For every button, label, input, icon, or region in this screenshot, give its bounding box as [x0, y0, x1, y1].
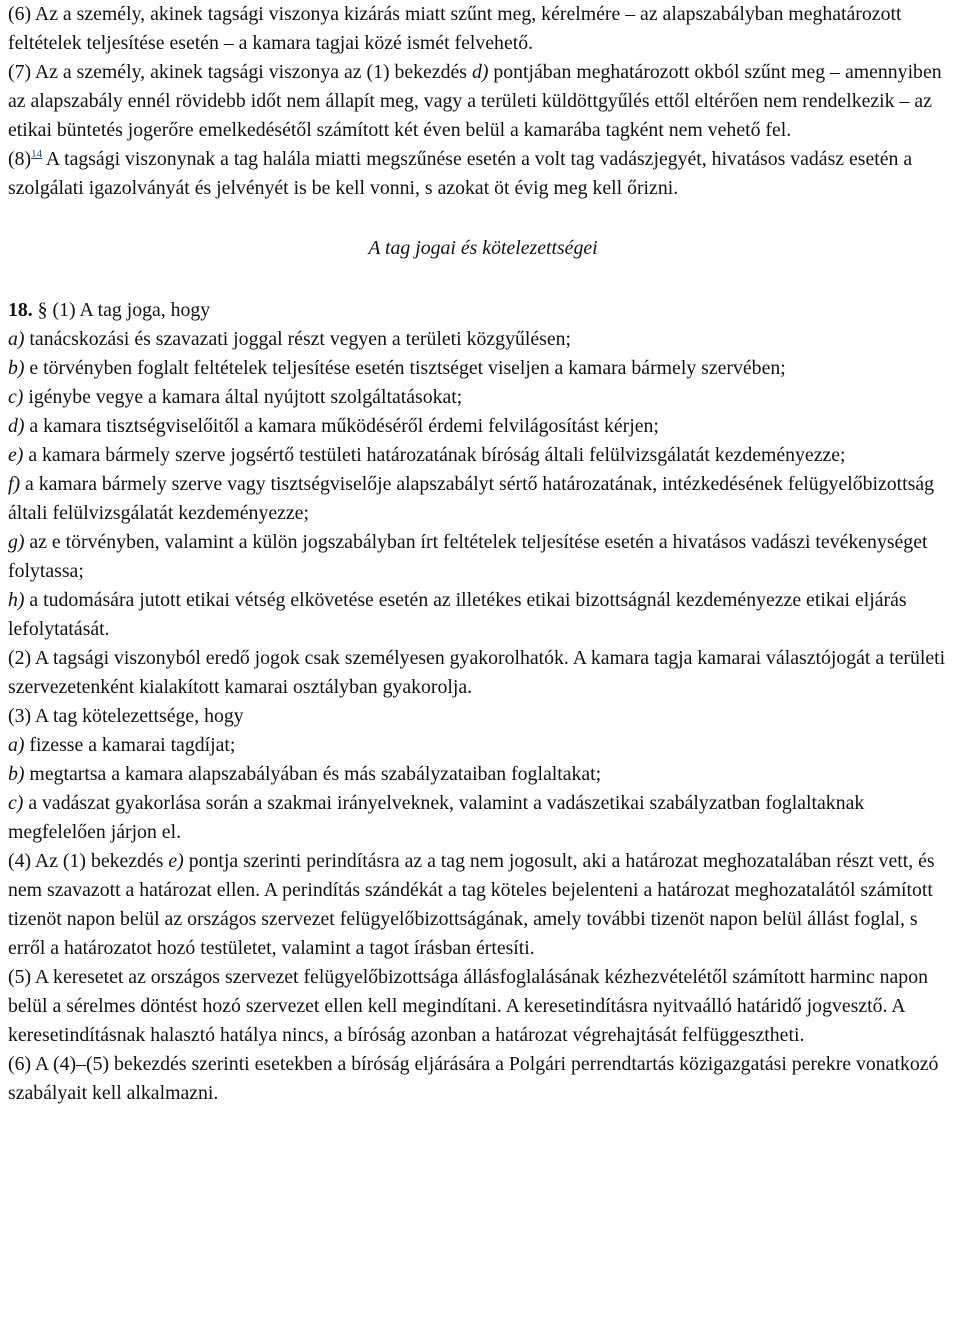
paragraph-17-7: (7) Az a személy, akinek tagsági viszonya az (1) bekezdés d) pontjában meghatározott okból szűnt meg – amennyiben az alapszabály ennél rövidebb időt nem állapít meg, vagy a területi küldöttgyűlés ettől eltérően nem rendelkezik – az etikai büntetés jogerőre emelkedésétől számított két éven belül a kamarába tagként nem vehető fel.: [8, 61, 942, 141]
rights-list: [8, 325, 958, 644]
point-ref: e): [168, 850, 184, 872]
list-item: b) megtartsa a kamara alapszabályában és más szabályzataiban foglaltakat;: [8, 763, 602, 785]
list-item: a) fizesse a kamarai tagdíjat;: [8, 734, 236, 756]
paragraph-18-3-intro: (3) A tag kötelezettsége, hogy: [8, 705, 244, 727]
duties-list: [8, 731, 958, 847]
section-heading: A tag jogai és kötelezettségei: [368, 237, 598, 259]
list-item: g) az e törvényben, valamint a külön jogszabályban írt feltételek teljesítése esetén a hivatásos vadászi tevékenységet folytassa;: [8, 531, 928, 582]
paragraph-18-4: (4) Az (1) bekezdés e) pontja szerinti perindításra az a tag nem jogosult, aki a határozat meghozatalában részt vett, és nem szavazott a határozat ellen. A perindítás szándékát a tag köteles bejelenteni a határozat meghozatalától számított tizenöt napon belül az országos szervezet felügyelőbizottságának, amely további tizenöt napon belül állást foglal, s erről a határozatot hozó testületet, valamint a tagot írásban értesíti.: [8, 850, 935, 959]
paragraph-18-6: (6) A (4)–(5) bekezdés szerinti esetekben a bíróság eljárására a Polgári perrendtartás közigazgatási perekre vonatkozó szabályait kell alkalmazni.: [8, 1053, 939, 1104]
section-sign: §: [32, 299, 48, 321]
list-item: f) a kamara bármely szerve vagy tisztségviselője alapszabályt sértő határozatának, intézkedésének felügyelőbizottság általi felülvizsgálatát kezdeményezze;: [8, 473, 935, 524]
document-body: [8, 0, 958, 1108]
point-ref: d): [471, 61, 489, 83]
list-item: h) a tudomására jutott etikai vétség elkövetése esetén az illetékes etikai bizottságnál kezdeményezze etikai eljárás lefolytatását.: [8, 589, 907, 640]
paragraph-17-8: $(8)^{14}$ A tagsági viszonynak a tag halála miatti megszűnése esetén a volt tag vadászjegyét, hivatásos vadász esetén a szolgálati igazolványát és jelvényét is be kell vonni, s azokat öt évig meg kell őrizni.: [8, 148, 913, 199]
list-item: d) a kamara tisztségviselőitől a kamara működéséről érdemi felvilágosítást kérjen;: [8, 415, 659, 437]
list-item: a) tanácskozási és szavazati joggal részt vegyen a területi közgyűlésen;: [8, 328, 571, 350]
paragraph-18-2: (2) A tagsági viszonyból eredő jogok csak személyesen gyakorolhatók. A kamara tagja kamarai választójogát a területi szervezetenként kialakított kamarai osztályban gyakorolja.: [8, 647, 946, 698]
section-18-intro: 18. § (1) A tag joga, hogy: [8, 299, 211, 321]
list-item: e) a kamara bármely szerve jogsértő testületi határozatának bíróság általi felülvizsgálatát kezdeményezze;: [8, 444, 846, 466]
section-number: 18.: [8, 299, 33, 321]
list-item: c) igénybe vegye a kamara által nyújtott szolgáltatásokat;: [8, 386, 463, 408]
paragraph-18-5: (5) A keresetet az országos szervezet felügyelőbizottsága állásfoglalásának kézhezvételétől számított harminc napon belül a sérelmes döntést hozó szervezet ellen kell megindítani. A keresetindításra nyitvaálló határidő jogvesztő. A keresetindításnak halasztó hatálya nincs, a bíróság azonban a határozat végrehajtását felfüggesztheti.: [8, 966, 928, 1046]
list-item: b) e törvényben foglalt feltételek teljesítése esetén tisztséget viseljen a kamara bármely szervében;: [8, 357, 786, 379]
paragraph-17-6: (6) Az a személy, akinek tagsági viszonya kizárás miatt szűnt meg, kérelmére – az alapszabályban meghatározott feltételek teljesítése esetén – a kamara tagjai közé ismét felvehető.: [8, 3, 902, 54]
list-item: c) a vadászat gyakorlása során a szakmai irányelveknek, valamint a vadászetikai szabályzatban foglaltaknak megfelelően járjon el.: [8, 792, 865, 843]
footnote-link[interactable]: 14: [31, 148, 43, 160]
